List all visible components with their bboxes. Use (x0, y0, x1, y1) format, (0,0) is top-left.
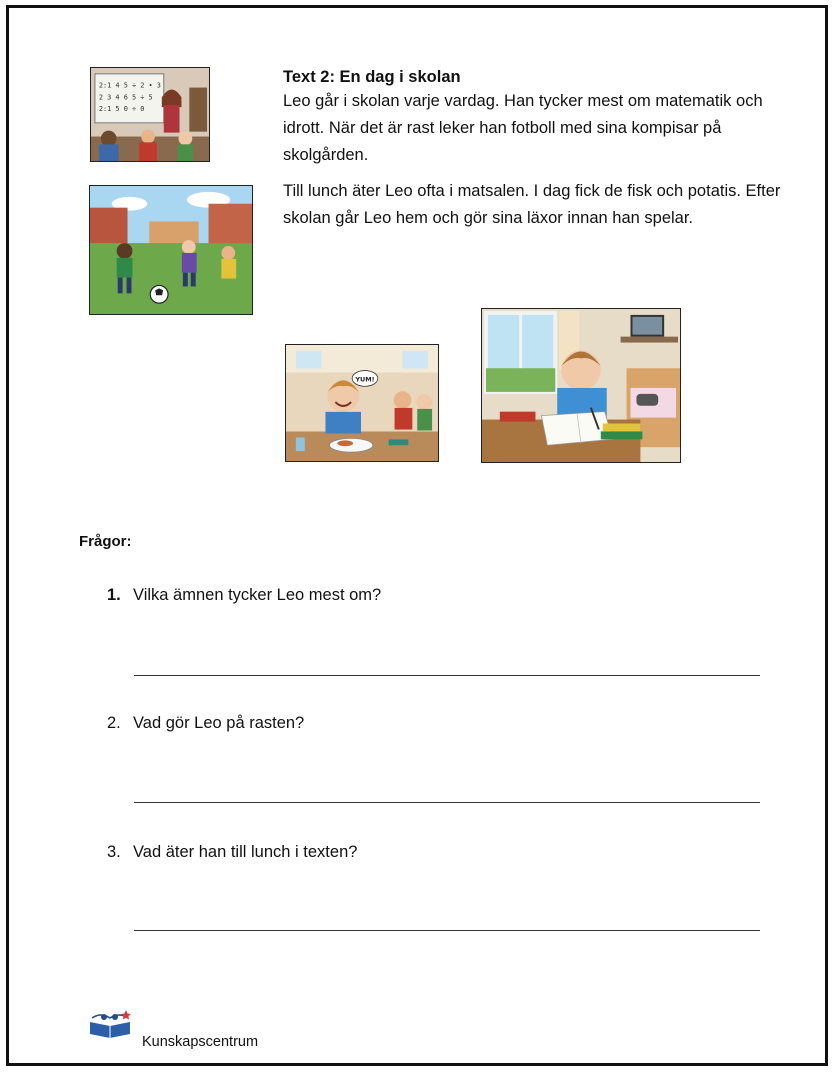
lunch-cafeteria-illustration (285, 344, 439, 462)
answer-line-1[interactable] (134, 675, 760, 676)
board-line-2: 2 3 4 6 5 ÷ 5 (98, 93, 153, 102)
classroom-illustration (90, 67, 210, 162)
question-text: Vad gör Leo på rasten? (133, 714, 305, 732)
text-title: Text 2: En dag i skolan (283, 68, 461, 86)
answer-line-2[interactable] (134, 802, 760, 803)
yum-bubble-text: YUM! (355, 375, 375, 384)
brand-name: Kunskapscentrum (142, 1034, 259, 1050)
board-line-1: 2:1 4 5 ÷ 2 • 3 (98, 81, 161, 90)
homework-illustration (481, 308, 681, 463)
answer-line-3[interactable] (134, 930, 760, 931)
question-1 (107, 586, 381, 605)
paragraph-2: Till lunch äter Leo ofta i matsalen. I dag fick de fisk och potatis. Efter skolan går Leo hem och gör sina läxor innan han spelar. (283, 182, 781, 227)
question-2 (107, 714, 304, 733)
questions-heading: Frågor: (79, 533, 132, 550)
question-3 (107, 843, 357, 862)
question-number: 2. (107, 714, 121, 732)
question-text: Vad äter han till lunch i texten? (133, 843, 358, 861)
question-number: 1. (107, 586, 121, 604)
kunskapscentrum-logo-icon (88, 1008, 132, 1038)
question-number: 3. (107, 843, 121, 861)
question-text: Vilka ämnen tycker Leo mest om? (133, 586, 382, 604)
board-line-3: 2:1 5 0 ÷ 0 (98, 105, 145, 114)
playground-football-illustration (89, 185, 253, 315)
paragraph-1: Leo går i skolan varje vardag. Han tycker mest om matematik och idrott. När det är rast leker han fotboll med sina kompisar på skolgården. (283, 92, 763, 164)
